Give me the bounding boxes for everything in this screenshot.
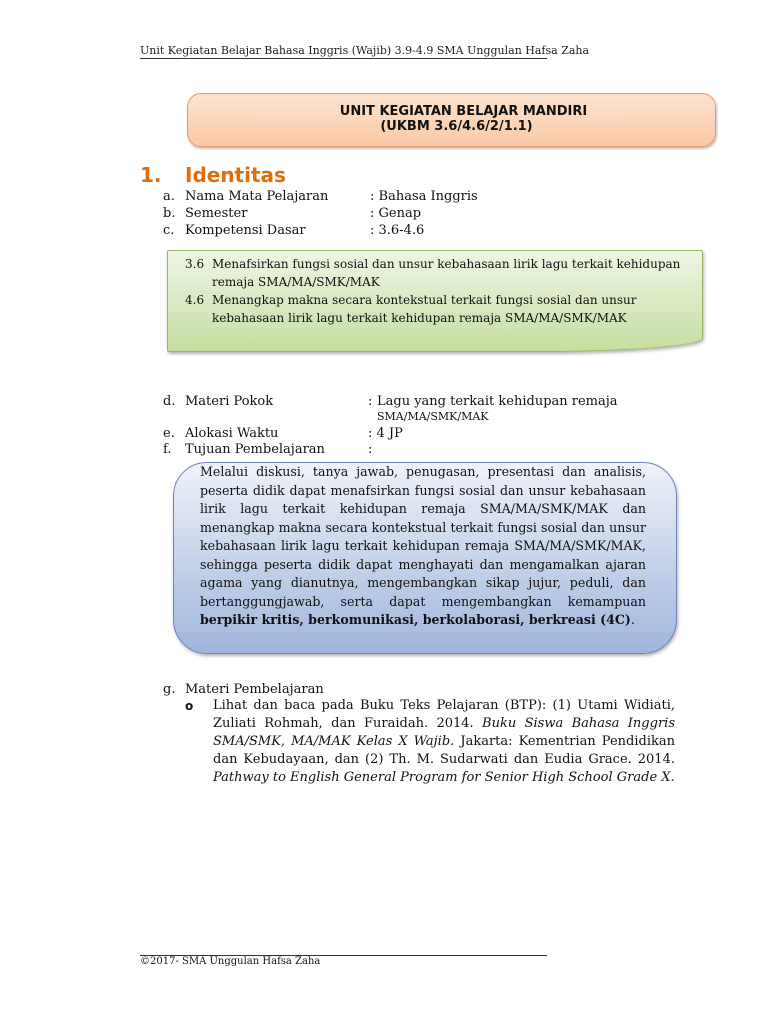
identity-value-kd: : 3.6-4.6 <box>370 223 425 238</box>
identity-label-goal: Tujuan Pembelajaran <box>185 442 325 457</box>
objective-text <box>200 463 646 630</box>
objective-body: Melalui diskusi, tanya jawab, penugasan, presentasi dan analisis, peserta didik dapat menafsirkan fungsi sosial dan unsur kebahasaan lirik lagu terkait kehidupan remaja SMA/MA/SMK/MAK dan menangkap makna secara kontekstual terkait fungsi sosial dan unsur kebahasaan lirik lagu terkait kehidupan remaja SMA/MA/SMK/MAK, sehingga peserta didik dapat menghayati dan mengamalkan ajaran agama yang dianutnya, mengembangkan sikap jujur, peduli, dan bertanggungjawab, serta dapat mengembangkan kemampuan <box>200 464 646 609</box>
identity-letter-g: g. <box>163 682 176 697</box>
reference-title-1: Buku Siswa Bahasa Inggris SMA/SMK, MA/MAK Kelas X Wajib. <box>213 716 675 749</box>
kd-number: 4.6 <box>185 293 205 307</box>
identity-value-goal: : <box>368 442 373 457</box>
identity-letter-b: b. <box>163 206 176 221</box>
identity-value-time: : 4 JP <box>368 426 403 441</box>
page-footer: ©2017- SMA Unggulan Hafsa Zaha <box>140 956 321 967</box>
identity-label-time: Alokasi Waktu <box>185 426 279 441</box>
identity-value-topic-2: SMA/MA/SMK/MAK <box>377 410 489 423</box>
identity-label-topic: Materi Pokok <box>185 394 274 409</box>
identity-label-subject: Nama Mata Pelajaran <box>185 189 329 204</box>
title-banner <box>187 93 716 147</box>
kd-text-line: Menafsirkan fungsi sosial dan unsur kebahasaan lirik lagu terkait kehidupan <box>212 257 681 271</box>
header-divider <box>140 58 547 59</box>
kd-number: 3.6 <box>185 257 205 271</box>
identity-label-semester: Semester <box>185 206 248 221</box>
identity-value-semester: : Genap <box>370 206 422 221</box>
section-number: 1. <box>140 163 162 187</box>
kd-text-line: Menangkap makna secara kontekstual terkait fungsi sosial dan unsur <box>212 293 637 307</box>
identity-letter-f: f. <box>163 442 172 457</box>
identity-label-material: Materi Pembelajaran <box>185 682 324 697</box>
kd-text-line: remaja SMA/MA/SMK/MAK <box>212 275 380 289</box>
section-title: Identitas <box>185 163 286 187</box>
objective-bold: berpikir kritis, berkomunikasi, berkolaborasi, berkreasi (4C) <box>200 612 631 627</box>
page-header: Unit Kegiatan Belajar Bahasa Inggris (Wajib) 3.9-4.9 SMA Unggulan Hafsa Zaha <box>140 44 590 57</box>
identity-letter-a: a. <box>163 189 175 204</box>
identity-letter-d: d. <box>163 394 176 409</box>
reference-text <box>213 697 675 787</box>
reference-part-1: Lihat dan baca pada Buku Teks Pelajaran (BTP): (1) Utami Widiati, Zuliati Rohmah, dan Furaidah. 2014. <box>213 698 675 731</box>
objective-end: . <box>630 612 635 627</box>
bullet-icon: o <box>185 699 194 713</box>
identity-letter-c: c. <box>163 223 175 238</box>
title-line-2: (UKBM 3.6/4.6/2/1.1) <box>380 119 533 134</box>
identity-label-kd: Kompetensi Dasar <box>185 223 306 238</box>
identity-colon: : <box>368 394 373 409</box>
identity-letter-e: e. <box>163 426 175 441</box>
kd-text-line: kebahasaan lirik lagu terkait kehidupan remaja SMA/MA/SMK/MAK <box>212 311 627 325</box>
reference-part-2: Jakarta: Kementrian Pendidikan dan Kebudayaan, dan (2) Th. M. Sudarwati dan Eudia Grace. 2014. <box>213 734 675 767</box>
title-line-1: UNIT KEGIATAN BELAJAR MANDIRI <box>339 104 588 119</box>
identity-value-subject: : Bahasa Inggris <box>370 189 478 204</box>
reference-title-2: Pathway to English General Program for Senior High School Grade X. <box>213 770 675 785</box>
identity-value-topic: Lagu yang terkait kehidupan remaja <box>377 394 618 409</box>
